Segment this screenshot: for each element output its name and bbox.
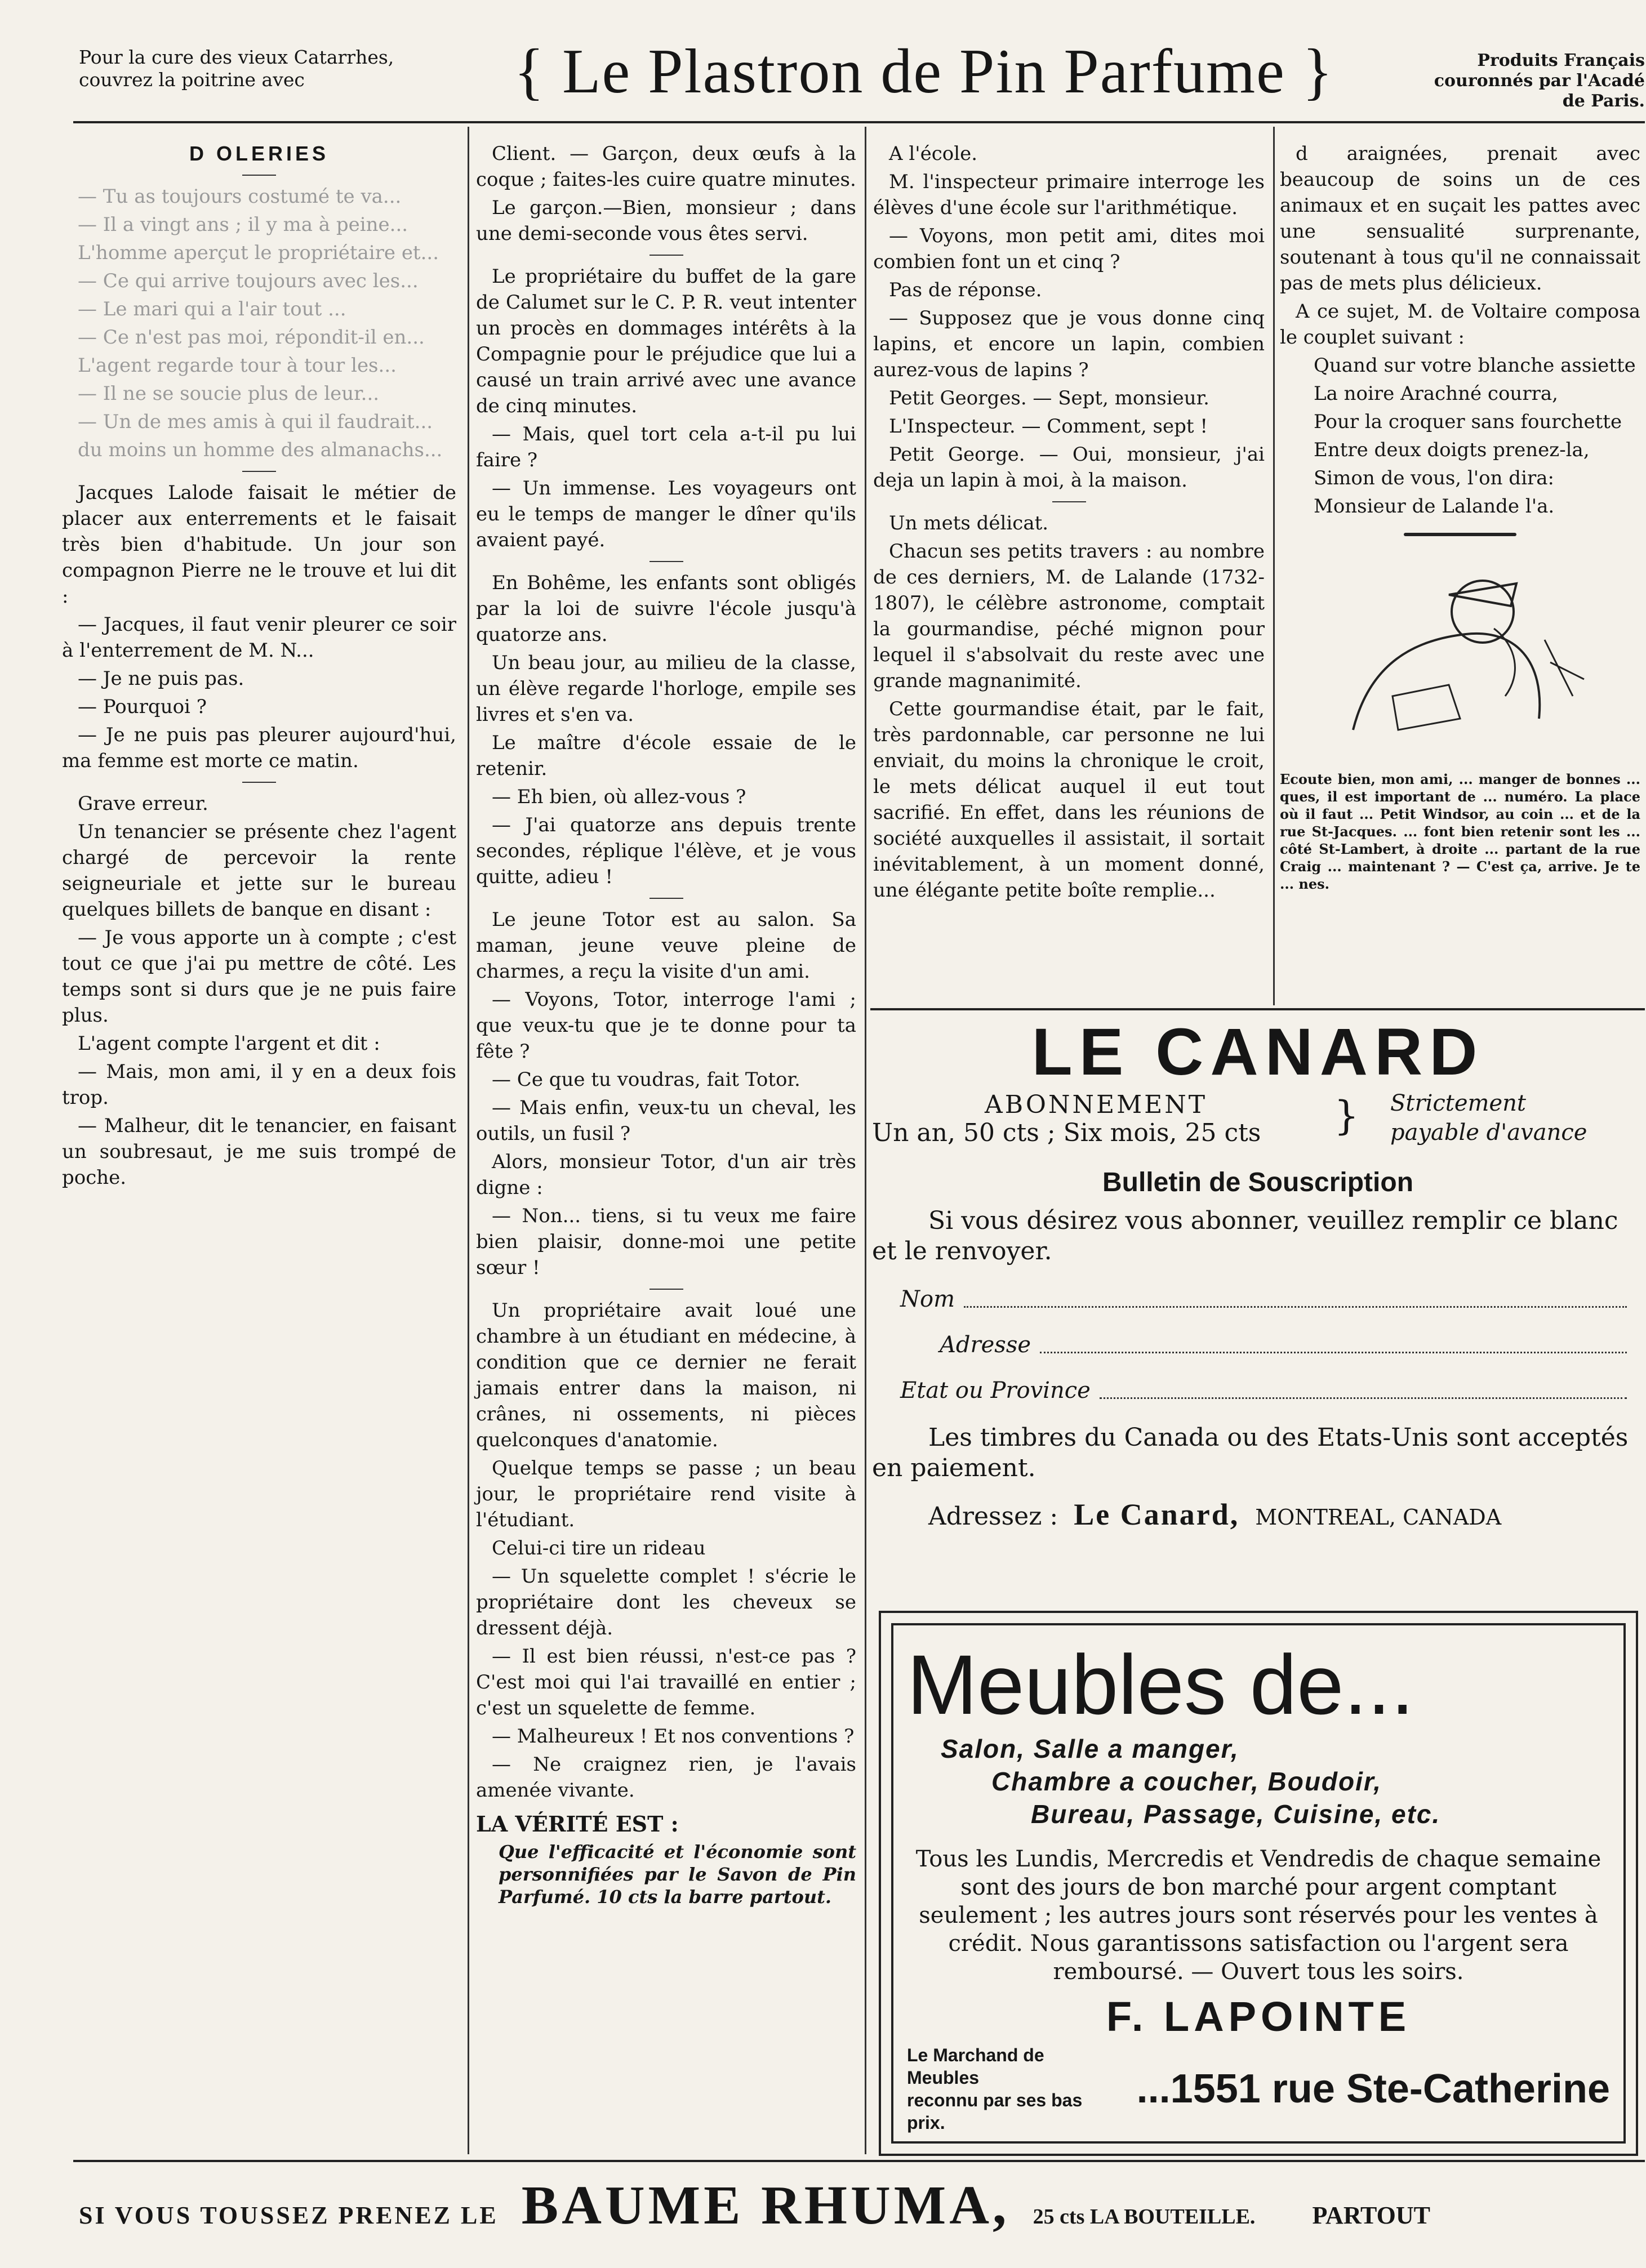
column-rule-1 [468, 127, 469, 2154]
col1-separator-3 [242, 782, 276, 783]
footer-right: PARTOUT [1312, 2202, 1430, 2229]
footer-left: SI VOUS TOUSSEZ PRENEZ LE [79, 2202, 499, 2229]
col4-verse: Pour la croquer sans fourchette [1314, 411, 1622, 433]
col4-verse: Monsieur de Lalande l'a. [1314, 495, 1555, 518]
form-row-nom [872, 1284, 1644, 1312]
col3-paragraph: Petit Georges. — Sept, monsieur. [889, 387, 1209, 409]
header-left-line2: couvrez la poitrine avec [79, 69, 305, 91]
col2-separator [649, 561, 683, 562]
bulletin-intro: Si vous désirez vous abonner, veuillez remplir ce blanc et le renvoyer. [872, 1206, 1618, 1266]
col1-faded-6: — Ce n'est pas moi, répondit-il en... [78, 326, 425, 349]
meubles-line2: Chambre a coucher, Boudoir, [991, 1767, 1382, 1796]
col2-paragraph: Quelque temps se passe ; un beau jour, le propriétaire rend visite à l'étudiant. [476, 1457, 856, 1531]
col3-paragraph: Pas de réponse. [889, 279, 1042, 301]
meubles-line3: Bureau, Passage, Cuisine, etc. [1031, 1799, 1441, 1829]
header-ad-left [79, 46, 473, 91]
col2-paragraph: — Mais, quel tort cela a-t-il pu lui faire ? [476, 423, 856, 471]
col3-paragraph: — Supposez que je vous donne cinq lapins, et encore un lapin, combien aurez-vous de lapins ? [873, 307, 1265, 381]
form-row-adresse [872, 1329, 1644, 1358]
col1-faded-2: — Il a vingt ans ; il y ma à peine... [78, 213, 408, 236]
canard-abonnement: ABONNEMENT [985, 1090, 1208, 1119]
caricature-illustration [1280, 550, 1629, 764]
col1-faded-1: — Tu as toujours costumé te va... [78, 185, 402, 208]
canard-abonnement-row [872, 1090, 1644, 1152]
etat-label: Etat ou Province [900, 1378, 1091, 1403]
col2-paragraph: Le jeune Totor est au salon. Sa maman, jeune veuve pleine de charmes, a reçu la visite d'un ami. [476, 908, 856, 983]
col1-separator-2 [242, 471, 276, 472]
col1-faded-9: — Un de mes amis à qui il faudrait... [78, 411, 433, 433]
col2-paragraph: — J'ai quatorze ans depuis trente secondes, réplique l'élève, et je vous quitte, adieu ! [476, 814, 856, 888]
col2-paragraph: — Il est bien réussi, n'est-ce pas ? C'est moi qui l'ai travaillé en entier ; c'est un squelette de femme. [476, 1645, 856, 1719]
meubles-ad [879, 1611, 1638, 2156]
col1-faded-8: — Il ne se soucie plus de leur... [78, 382, 380, 405]
footer-ad [79, 2174, 1645, 2237]
col4-verse: La noire Arachné courra, [1314, 382, 1558, 405]
verite-title: LA VÉRITÉ EST : [476, 1811, 679, 1837]
col1-paragraph: Un tenancier se présente chez l'agent chargé de percevoir la rente seigneuriale et jette sur le bureau quelques billets de banque en disant : [62, 821, 456, 921]
col2-paragraph: — Eh bien, où allez-vous ? [492, 786, 746, 808]
header-title: { Le Plastron de Pin Parfume } [514, 37, 1334, 106]
canard-strict2: payable d'avance [1390, 1120, 1587, 1146]
col4-paragraph: d araignées, prenait avec beaucoup de soins un de ces animaux et en suçait les pattes avec une sensualité surprenante, soutenant à tous qu'il ne connaissait pas de mets plus délicieux. [1280, 142, 1640, 295]
col2-paragraph: — Malheureux ! Et nos conventions ? [492, 1725, 855, 1748]
canard-title: LE CANARD [1031, 1015, 1484, 1089]
col2-separator [649, 255, 683, 256]
nom-field[interactable] [964, 1284, 1627, 1308]
ornament-divider [1404, 533, 1516, 536]
column-4 [1280, 141, 1640, 893]
column-rule-3 [1273, 127, 1275, 1005]
col1-paragraph: — Je ne puis pas pleurer aujourd'hui, ma femme est morte ce matin. [62, 724, 456, 772]
adressez-row [928, 1497, 1644, 1532]
col2-paragraph: — Mais enfin, veux-tu un cheval, les outils, un fusil ? [476, 1097, 856, 1145]
col2-paragraph: — Un squelette complet ! s'écrie le propriétaire dont les cheveux se dressent déjà. [476, 1565, 856, 1639]
col3-paragraph: Petit George. — Oui, monsieur, j'ai deja un lapin à moi, à la maison. [873, 443, 1265, 492]
col1-paragraph: L'agent compte l'argent et dit : [78, 1032, 380, 1055]
timbres-note: Les timbres du Canada ou des Etats-Unis sont acceptés en paiement. [872, 1423, 1629, 1482]
canard-strict1: Strictement [1390, 1090, 1526, 1116]
meubles-tagline [907, 2044, 1120, 2134]
adressez-city: MONTREAL, CANADA [1255, 1505, 1502, 1530]
header-right-line2: couronnés par l'Acadé [1434, 71, 1645, 91]
footer-price: 25 cts LA BOUTEILLE. [1033, 2205, 1256, 2229]
canard-top-rule [870, 1008, 1645, 1010]
adressez-label: Adressez : [928, 1502, 1058, 1531]
meubles-body: Tous les Lundis, Mercredis et Vendredis de chaque semaine sont des jours de bon marché pour argent comptant seulement ; les autres jours sont réservés pour les ventes à crédit. Nous garantissons satisfaction ou l'argent sera remboursé. — Ouvert tous les soirs. [915, 1846, 1601, 1985]
col1-faded-3: L'homme aperçut le propriétaire et... [78, 242, 439, 264]
col2-paragraph: — Voyons, Totor, interroge l'ami ; que veux-tu que je te donne pour ta fête ? [476, 988, 856, 1063]
col1-faded-5: — Le mari qui a l'air tout ... [78, 298, 346, 320]
col2-paragraph: Le garçon.—Bien, monsieur ; dans une demi-seconde vous êtes servi. [476, 197, 856, 245]
col4-verse: Simon de vous, l'on dira: [1314, 467, 1554, 489]
meubles-merchant: F. LAPOINTE [1106, 1993, 1411, 2040]
col1-paragraph: — Pourquoi ? [78, 696, 207, 718]
meubles-rooms [907, 1732, 1610, 1830]
col3-paragraph: Cette gourmandise était, par le fait, très pardonnable, car personne ne lui enviait, du moins la chronique le croit, le mets délicat auquel il eut tout sacrifié. En effet, dans les réunions de société auxquelles il assistait, il sortait inévitablement, à un moment donné, une élégante petite boîte remplie... [873, 698, 1265, 902]
column-3 [873, 141, 1265, 906]
column-2 [476, 141, 856, 1908]
col1-paragraph: — Je ne puis pas. [78, 667, 244, 690]
col1-faded-10: du moins un homme des almanachs... [78, 439, 443, 461]
col3-paragraph: Chacun ses petits travers : au nombre de ces derniers, M. de Lalande (1732-1807), le célèbre astronome, comptait la gourmandise, péché mignon pour lequel il s'absolvait du reste avec une grande magnanimité. [873, 540, 1265, 692]
etat-field[interactable] [1100, 1375, 1627, 1399]
col2-paragraph: Alors, monsieur Totor, d'un air très digne : [476, 1151, 856, 1199]
col2-paragraph: Un beau jour, au milieu de la classe, un élève regarde l'horloge, empile ses livres et s'en va. [476, 652, 856, 726]
form-row-etat [872, 1375, 1644, 1403]
col1-paragraph: — Jacques, il faut venir pleurer ce soir à l'enterrement de M. N... [62, 613, 456, 662]
meubles-line1: Salon, Salle a manger, [941, 1734, 1239, 1763]
header-ad-right [1408, 51, 1645, 112]
meubles-footer-row [907, 2044, 1610, 2134]
col4-verse: Quand sur votre blanche assiette [1314, 354, 1636, 377]
adresse-field[interactable] [1040, 1329, 1627, 1353]
col1-faded-4: — Ce qui arrive toujours avec les... [78, 270, 419, 292]
header-right-line1: Produits Français [1477, 51, 1645, 70]
canard-brace: } [1334, 1093, 1359, 1139]
meubles-tag1: Le Marchand de Meubles [907, 2045, 1044, 2088]
column-1 [62, 141, 456, 1193]
col2-separator [649, 898, 683, 899]
col3-separator [1052, 501, 1086, 502]
footer-rule [73, 2160, 1645, 2162]
col1-subheading: Grave erreur. [78, 792, 208, 815]
col2-paragraph: — Ce que tu voudras, fait Totor. [492, 1068, 800, 1091]
col2-separator [649, 1289, 683, 1290]
col2-paragraph: Le propriétaire du buffet de la gare de Calumet sur le C. P. R. veut intenter un procès en dommages intérêts à la Compagnie pour le préjudice que lui a causé un train arrivé avec une avance de cinq minutes. [476, 265, 856, 417]
nom-label: Nom [900, 1286, 955, 1312]
header-right-line3: de Paris. [1562, 91, 1645, 111]
header-rule [73, 121, 1645, 123]
col2-paragraph: — Un immense. Les voyageurs ont eu le temps de manger le dîner qu'ils avaient payé. [476, 477, 856, 551]
col2-paragraph: — Ne craignez rien, je l'avais amenée vivante. [476, 1753, 856, 1802]
verite-text: Que l'efficacité et l'économie sont personnifiées par le Savon de Pin Parfumé. 10 cts la barre partout. [499, 1841, 856, 1908]
col4-paragraph: A ce sujet, M. de Voltaire composa le couplet suivant : [1280, 300, 1640, 349]
meubles-ad-inner [891, 1623, 1626, 2144]
col2-paragraph: — Non... tiens, si tu veux me faire bien plaisir, donne-moi une petite sœur ! [476, 1205, 856, 1279]
footer-big: BAUME RHUMA, [521, 2175, 1010, 2236]
caricature-caption: Ecoute bien, mon ami, ... manger de bonnes ... ques, il est important de ... numéro. La place où il faut ... Petit Windsor, au coin ... et de la rue St-Jacques. ... font bien retenir sont les ... côté St-Lambert, à droite ... partant de la rue Craig ... maintenant ? — C'est ça, arrive. Je te ... nes. [1280, 771, 1640, 892]
meubles-address: ...1551 rue Ste-Catherine [1136, 2066, 1610, 2111]
col2-paragraph: Un propriétaire avait loué une chambre à un étudiant en médecine, à condition que ce dernier ne ferait jamais entrer dans la maison, ni crânes, ni ossements, ni pièces quelconques d'anatomie. [476, 1299, 856, 1451]
meubles-title: Meubles de... [907, 1637, 1414, 1732]
canard-prices: Un an, 50 cts ; Six mois, 25 cts [872, 1119, 1261, 1147]
col3-paragraph: L'Inspecteur. — Comment, sept ! [889, 415, 1208, 438]
col2-paragraph: Client. — Garçon, deux œufs à la coque ; faites-les cuire quatre minutes. [476, 142, 856, 191]
adresse-label: Adresse [940, 1332, 1031, 1358]
adressez-name: Le Canard, [1074, 1498, 1240, 1531]
meubles-tag2: reconnu par ses bas prix. [907, 2090, 1083, 2133]
col1-paragraph: — Malheur, dit le tenancier, en faisant un soubresaut, je me suis trompé de poche. [62, 1115, 456, 1189]
col1-heading: D OLERIES [189, 142, 330, 165]
header-left-line1: Pour la cure des vieux Catarrhes, [79, 46, 394, 68]
canard-subscription [872, 1014, 1644, 1532]
col1-faded-7: L'agent regarde tour à tour les... [78, 354, 397, 377]
col2-paragraph: Celui-ci tire un rideau [492, 1537, 706, 1559]
col3-paragraph: — Voyons, mon petit ami, dites moi combien font un et cinq ? [873, 225, 1265, 273]
col1-paragraph: — Mais, mon ami, il y en a deux fois trop. [62, 1061, 456, 1109]
column-rule-2 [865, 127, 866, 2154]
col2-paragraph: Le maître d'école essaie de le retenir. [476, 732, 856, 780]
col1-paragraph: Jacques Lalode faisait le métier de placer aux enterrements et le faisait très bien d'habitude. Un jour son compagnon Pierre ne le trouve et lui dit : [62, 482, 456, 608]
col4-verse: Entre deux doigts prenez-la, [1314, 439, 1590, 461]
bulletin-title: Bulletin de Souscription [1102, 1168, 1414, 1197]
col3-subheading: A l'école. [889, 142, 978, 165]
col3-subheading: Un mets délicat. [889, 512, 1049, 534]
col3-paragraph: M. l'inspecteur primaire interroge les élèves d'une école sur l'arithmétique. [873, 171, 1265, 219]
col1-paragraph: — Je vous apporte un à compte ; c'est tout ce que j'ai pu mettre de côté. Les temps sont si durs que je ne puis faire plus. [62, 926, 456, 1027]
col1-separator [242, 175, 276, 176]
col2-paragraph: En Bohême, les enfants sont obligés par la loi de suivre l'école jusqu'à quatorze ans. [476, 572, 856, 646]
